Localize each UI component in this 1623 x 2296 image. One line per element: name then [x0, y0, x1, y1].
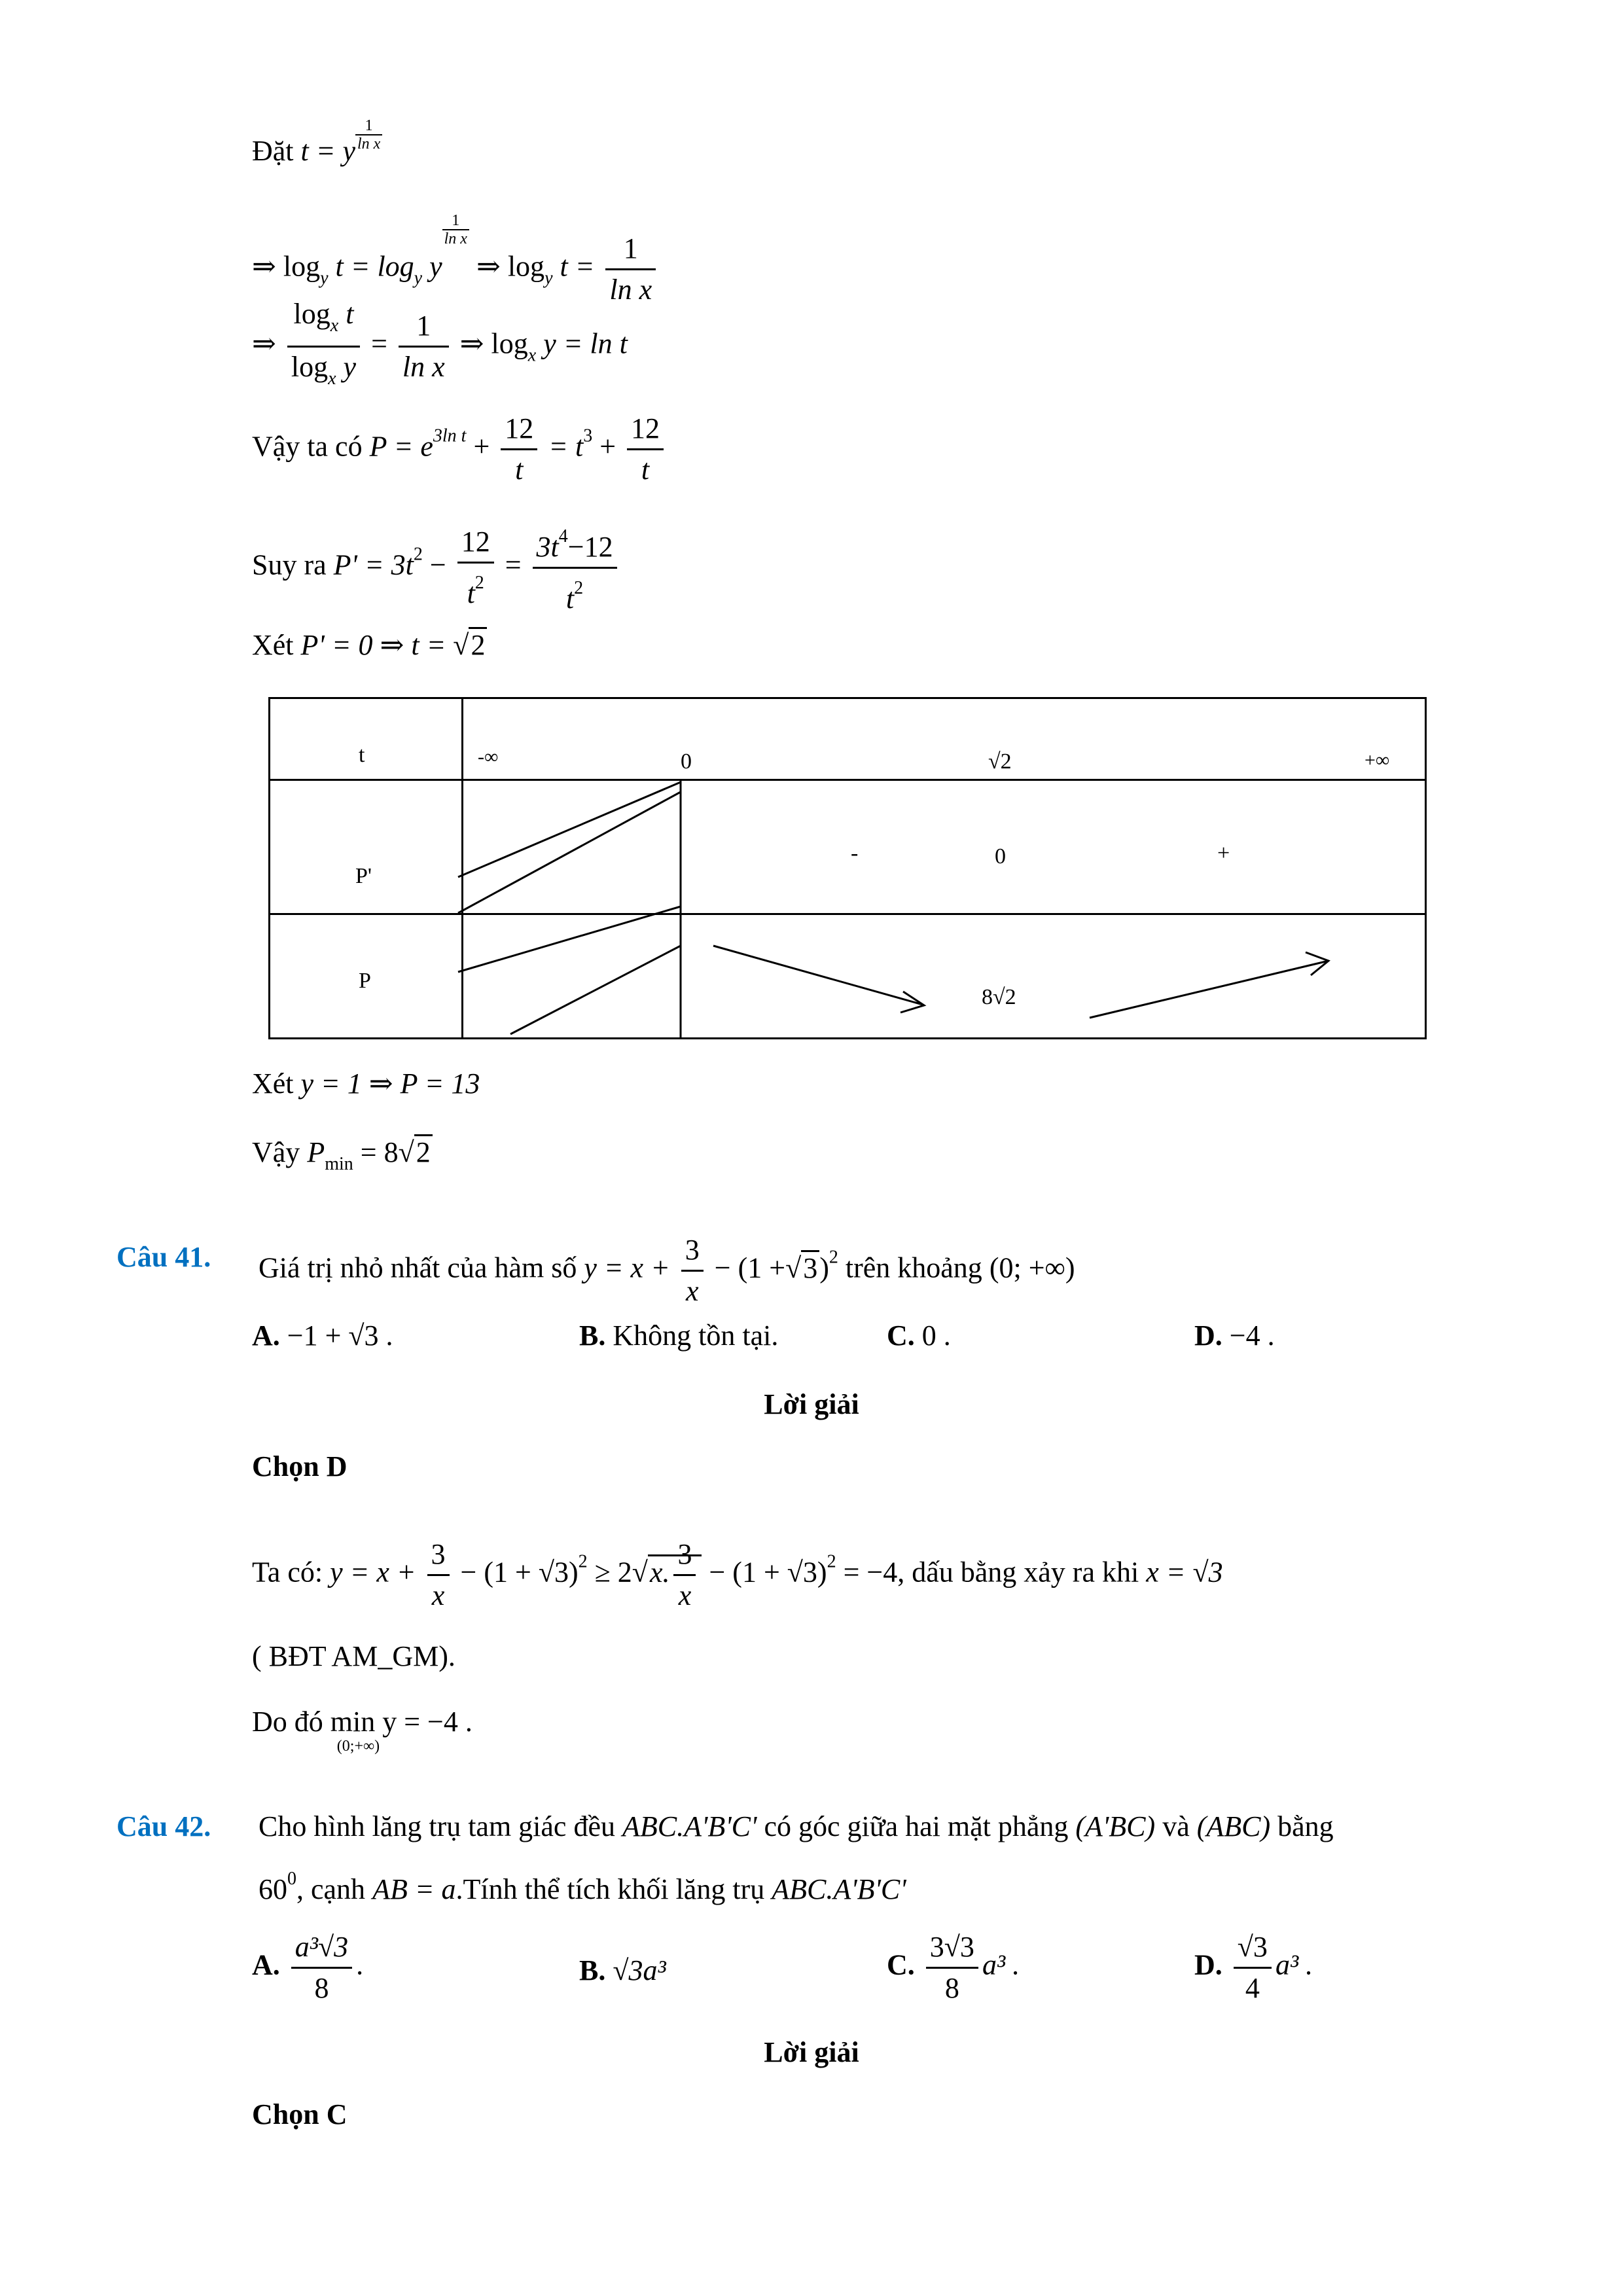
t-value-zero: 0 [681, 749, 692, 774]
derivation-line-6: Xét P' = 0 ⇒ t = √2 [252, 628, 487, 662]
derivation-line-4: Vậy ta có $P = e^{3ln t}$ + $\frac{12}{t}$ = $t^3$ + $\frac{12}{t}$ [252, 409, 668, 490]
exponent-fraction: $\frac{1}{\text{ln x}}$ [355, 117, 382, 152]
question-41-text: Giá trị nhỏ nhất của hàm số y = x + $\frac{3}{x}$ − $(1 +√3)^2$ trên khoảng (0; +∞) [259, 1230, 1075, 1311]
decrease-arrow-line [713, 946, 923, 1005]
dat-label: Đặt [252, 135, 294, 167]
q41-option-d[interactable]: D. −4 . [1194, 1319, 1275, 1352]
q42-option-a[interactable]: A. $\frac{\text{a³√3}}{8}$ . [252, 1928, 363, 2008]
derivation-line-2: ⇒ $\log_y t = \log_y y$ $\frac{1}{\text{ln x}}$ ⇒ $\log_y t$ = $\frac{1}{\text{ln x}}$ [252, 229, 660, 310]
q42-option-d[interactable]: D. $\frac{√3}{4}$ a³ . [1194, 1928, 1313, 2008]
increase-arrow-line [1090, 961, 1329, 1018]
row-label-p: P [359, 969, 371, 993]
row-label-p-prime: P' [355, 864, 372, 888]
question-42-text-2: $60^0$, cạnh AB = a.Tính thể tích khối lăng trụ ABC.A'B'C' [259, 1869, 906, 1905]
dat-expression: t = y [300, 135, 355, 167]
q42-solution-title: Lời giải [764, 2036, 859, 2068]
q42-choice: Chọn C [252, 2098, 348, 2130]
derivation-line-5: Suy ra $P' = 3t^2$ − $\frac{12}{t^2}$ = $\frac{3t^4-12}{t^2}$ [252, 517, 621, 619]
q42-option-b[interactable]: B. √3a³ [579, 1954, 666, 1986]
p-prime-sign-plus: + [1217, 841, 1230, 865]
hatch-line [510, 946, 681, 1034]
q41-solution-title: Lời giải [764, 1388, 859, 1420]
hatch-line [458, 782, 681, 877]
p-prime-zero: 0 [995, 844, 1006, 869]
line2-fraction: $\frac{1}{\text{ln x}}$ [605, 229, 656, 310]
question-42-text-1: Cho hình lăng trụ tam giác đều ABC.A'B'C' có góc giữa hai mặt phẳng (A'BC) và (ABC) bằng [259, 1810, 1334, 1842]
t-value-neg-inf: -∞ [478, 746, 499, 768]
q41-option-b[interactable]: B. Không tồn tại. [579, 1319, 779, 1352]
q41-choice: Chọn D [252, 1450, 348, 1482]
p-prime-sign-minus: - [851, 841, 859, 865]
q41-option-a[interactable]: A. −1 + √3 . [252, 1319, 393, 1352]
q41-conclusion: Do đó min y = −4 . (0;+∞) [252, 1706, 473, 1755]
derivation-line-3: ⇒ $\frac{\log_x t}{\log_x y}$ = $\frac{1}{\text{ln x}}$ ⇒ $\log_x y = \ln t$ [252, 295, 628, 399]
row-label-t: t [359, 743, 365, 767]
t-value-sqrt2: √2 [988, 749, 1012, 774]
question-42-number: Câu 42. [116, 1810, 211, 1842]
t-value-pos-inf: +∞ [1364, 749, 1390, 771]
question-41-number: Câu 41. [116, 1241, 211, 1273]
after-table-line-1: Xét y = 1 ⇒ P = 13 [252, 1067, 480, 1100]
hatch-line [458, 792, 681, 913]
q41-option-c[interactable]: C. 0 . [887, 1319, 951, 1352]
q41-bdt: ( BĐT AM_GM). [252, 1640, 455, 1672]
q42-option-c[interactable]: C. $\frac{3√3}{8}$ a³ . [887, 1928, 1020, 2008]
q41-solution-line: Ta có: y = x + $\frac{3}{x}$ − $(1 + √3)^2 \ge 2√x$. $\frac{3}{x}$ − $(1 + √3)^2 = -4$, dấu bằng xảy ra khi x = √3 [252, 1535, 1223, 1615]
p-min-value: 8√2 [982, 985, 1016, 1009]
after-table-line-2: Vậy $P_{min} = 8√2$ [252, 1136, 433, 1175]
